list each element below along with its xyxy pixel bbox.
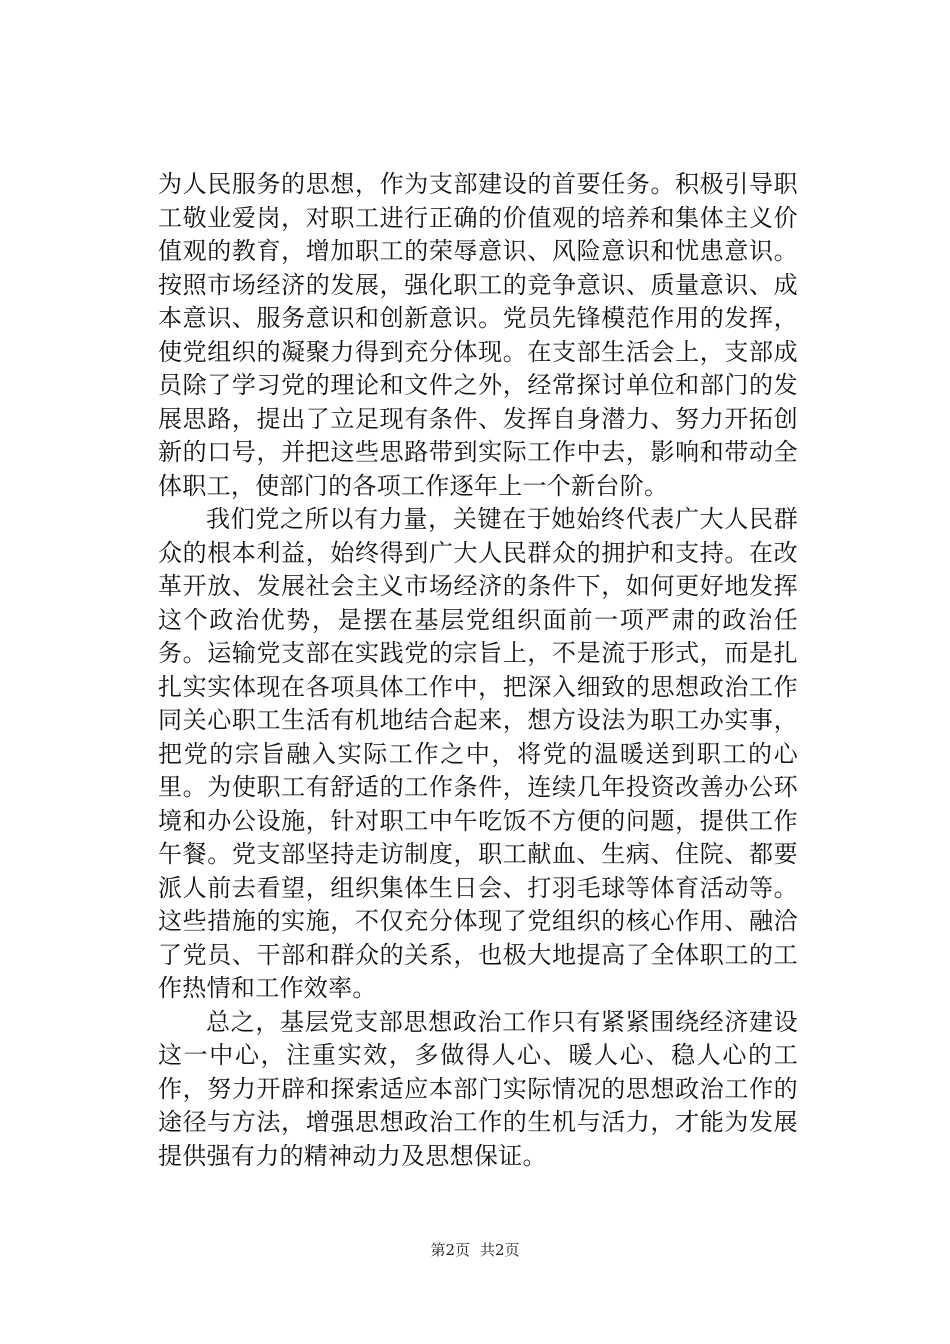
paragraph-1: 为人民服务的思想，作为支部建设的首要任务。积极引导职工敬业爱岗，对职工进行正确的价值观的培养和集体主义价值观的教育，增加职工的荣辱意识、风险意识和忧患意识。按照市场经济的发展，强化职工的竞争意识、质量意识、成本意识、服务意识和创新意识。党员先锋模范作用的发挥，使党组织的凝聚力得到充分体现。在支部生活会上，支部成员除了学习党的理论和文件之外，经常探讨单位和部门的发展思路，提出了立足现有条件、发挥自身潜力、努力开拓创新的口号，并把这些思路带到实际工作中去，影响和带动全体职工，使部门的各项工作逐年上一个新台阶。 — [158, 170, 798, 500]
page-number-total: 共2页 — [480, 1241, 520, 1259]
paragraph-3: 总之，基层党支部思想政治工作只有紧紧围绕经济建设这一中心，注重实效，多做得人心、暖人心、稳人心的工作，努力开辟和探索适应本部门实际情况的思想政治工作的途径与方法，增强思想政治工作的生机与活力，才能为发展提供强有力的精神动力及思想保证。 — [158, 1007, 798, 1170]
page-footer — [0, 1240, 950, 1260]
page-number-current: 第2页 — [430, 1241, 470, 1259]
document-body — [158, 168, 798, 1173]
paragraph-2: 我们党之所以有力量，关键在于她始终代表广大人民群众的根本利益，始终得到广大人民群众的拥护和支持。在改革开放、发展社会主义市场经济的条件下，如何更好地发挥这个政治优势，是摆在基层党组织面前一项严肃的政治任务。运输党支部在实践党的宗旨上，不是流于形式，而是扎扎实实体现在各项具体工作中，把深入细致的思想政治工作同关心职工生活有机地结合起来，想方设法为职工办实事，把党的宗旨融入实际工作之中，将党的温暖送到职工的心里。为使职工有舒适的工作条件，连续几年投资改善办公环境和办公设施，针对职工中午吃饭不方便的问题，提供工作午餐。党支部坚持走访制度，职工献血、生病、住院、都要派人前去看望，组织集体生日会、打羽毛球等体育活动等。这些措施的实施，不仅充分体现了党组织的核心作用、融洽了党员、干部和群众的关系，也极大地提高了全体职工的工作热情和工作效率。 — [158, 505, 798, 1002]
